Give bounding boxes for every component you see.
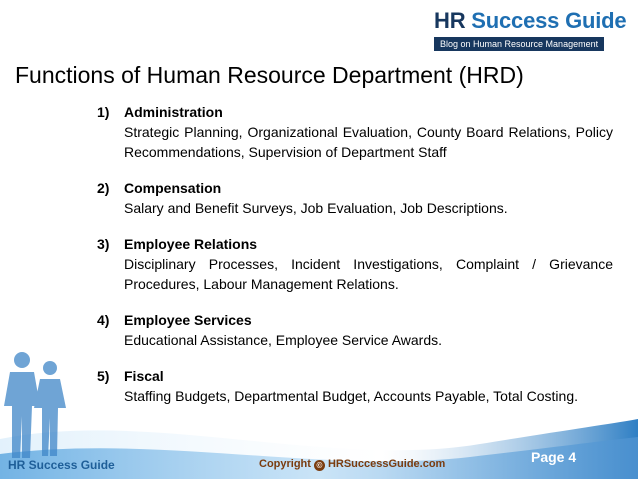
logo-tagline: Blog on Human Resource Management [434,37,604,51]
item-description: Disciplinary Processes, Incident Investigations, Complaint / Grievance Procedures, Labour Management Relations. [124,256,613,292]
item-heading: Administration [124,104,223,120]
item-heading: Employee Relations [124,236,258,252]
item-heading: Fiscal [124,368,164,384]
item-number: 4) [97,312,110,328]
item-number: 5) [97,368,110,384]
item-description: Educational Assistance, Employee Service Awards. [124,332,443,348]
people-silhouette-icon [0,346,70,461]
item-description: Salary and Benefit Surveys, Job Evaluation, Job Descriptions. [124,200,508,216]
item-description: Strategic Planning, Organizational Evaluation, County Board Relations, Policy Recommendations, Supervision of Department Staff [124,124,613,160]
footer-brand: HR Success Guide [8,458,115,472]
logo-title-hr: HR [434,8,466,33]
item-description: Staffing Budgets, Departmental Budget, Accounts Payable, Total Costing. [124,388,578,404]
item-number: 3) [97,236,110,252]
slide-title: Functions of Human Resource Department (HRD) [15,62,524,88]
item-heading: Employee Services [124,312,252,328]
function-item-administration [97,102,613,162]
copyright-site: HRSuccessGuide.com [327,458,446,470]
logo-title-success-guide: Success Guide [465,8,627,33]
function-item-employee-relations [97,234,613,294]
item-heading: Compensation [124,180,222,196]
function-item-compensation [97,178,613,218]
page-number: Page 4 [531,449,577,465]
functions-list [97,102,613,406]
item-number: 1) [97,104,110,120]
logo-title [434,8,627,34]
copyright-label: Copyright [259,458,311,470]
copyright-icon: © [314,460,325,471]
site-logo [434,8,627,54]
footer-copyright [259,458,445,471]
function-item-employee-services [97,310,613,350]
item-number: 2) [97,180,110,196]
